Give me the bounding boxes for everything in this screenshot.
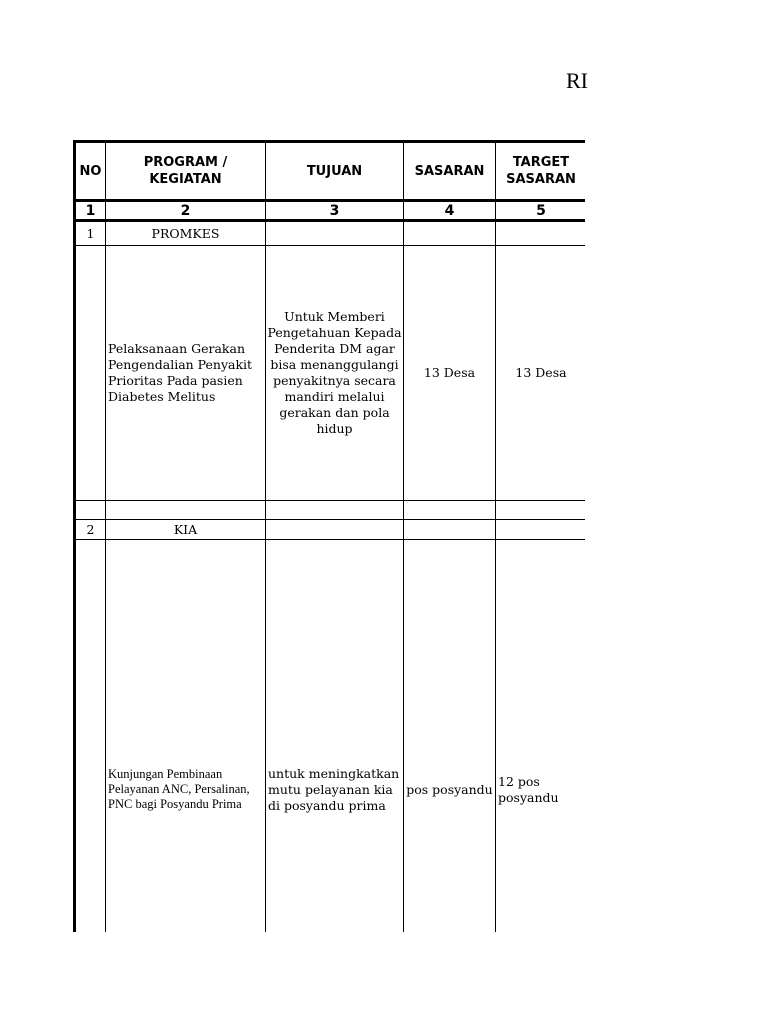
column-number-row	[75, 201, 586, 221]
header-no: NO	[75, 142, 106, 201]
program-table	[73, 140, 585, 932]
header-row	[75, 142, 586, 201]
row-tujuan	[266, 520, 404, 540]
row-no	[75, 501, 106, 520]
header-sasaran: SASARAN	[404, 142, 496, 201]
document-title: RI	[566, 68, 588, 93]
table-row	[75, 246, 586, 501]
row-target	[496, 520, 586, 540]
col-number: 3	[266, 201, 404, 221]
row-program: Kunjungan Pembinaan Pelayanan ANC, Persalinan, PNC bagi Posyandu Prima	[106, 540, 266, 933]
row-target: 13 Desa	[496, 246, 586, 501]
row-program: KIA	[106, 520, 266, 540]
row-no: 2	[75, 520, 106, 540]
row-no: 1	[75, 221, 106, 246]
col-number: 1	[75, 201, 106, 221]
row-tujuan	[266, 221, 404, 246]
row-sasaran: pos posyandu	[404, 540, 496, 933]
row-target	[496, 221, 586, 246]
row-tujuan	[266, 501, 404, 520]
table-row	[75, 221, 586, 246]
row-tujuan: Untuk Memberi Pengetahuan Kepada Penderita DM agar bisa menanggulangi penyakitnya secara mandiri melalui gerakan dan pola hidup	[266, 246, 404, 501]
row-program: PROMKES	[106, 221, 266, 246]
col-number: 5	[496, 201, 586, 221]
table-row	[75, 540, 586, 933]
row-sasaran	[404, 221, 496, 246]
row-program	[106, 501, 266, 520]
program-table-sheet	[73, 140, 585, 932]
header-program: PROGRAM / KEGIATAN	[106, 142, 266, 201]
row-sasaran	[404, 501, 496, 520]
row-no	[75, 246, 106, 501]
col-number: 2	[106, 201, 266, 221]
row-target	[496, 501, 586, 520]
table-row	[75, 501, 586, 520]
row-program: Pelaksanaan Gerakan Pengendalian Penyakit Prioritas Pada pasien Diabetes Melitus	[106, 246, 266, 501]
row-sasaran	[404, 520, 496, 540]
header-target: TARGET SASARAN	[496, 142, 586, 201]
row-target: 12 pos posyandu	[496, 540, 586, 933]
row-sasaran: 13 Desa	[404, 246, 496, 501]
table-row	[75, 520, 586, 540]
col-number: 4	[404, 201, 496, 221]
header-tujuan: TUJUAN	[266, 142, 404, 201]
row-no	[75, 540, 106, 933]
row-tujuan: untuk meningkatkan mutu pelayanan kia di posyandu prima	[266, 540, 404, 933]
